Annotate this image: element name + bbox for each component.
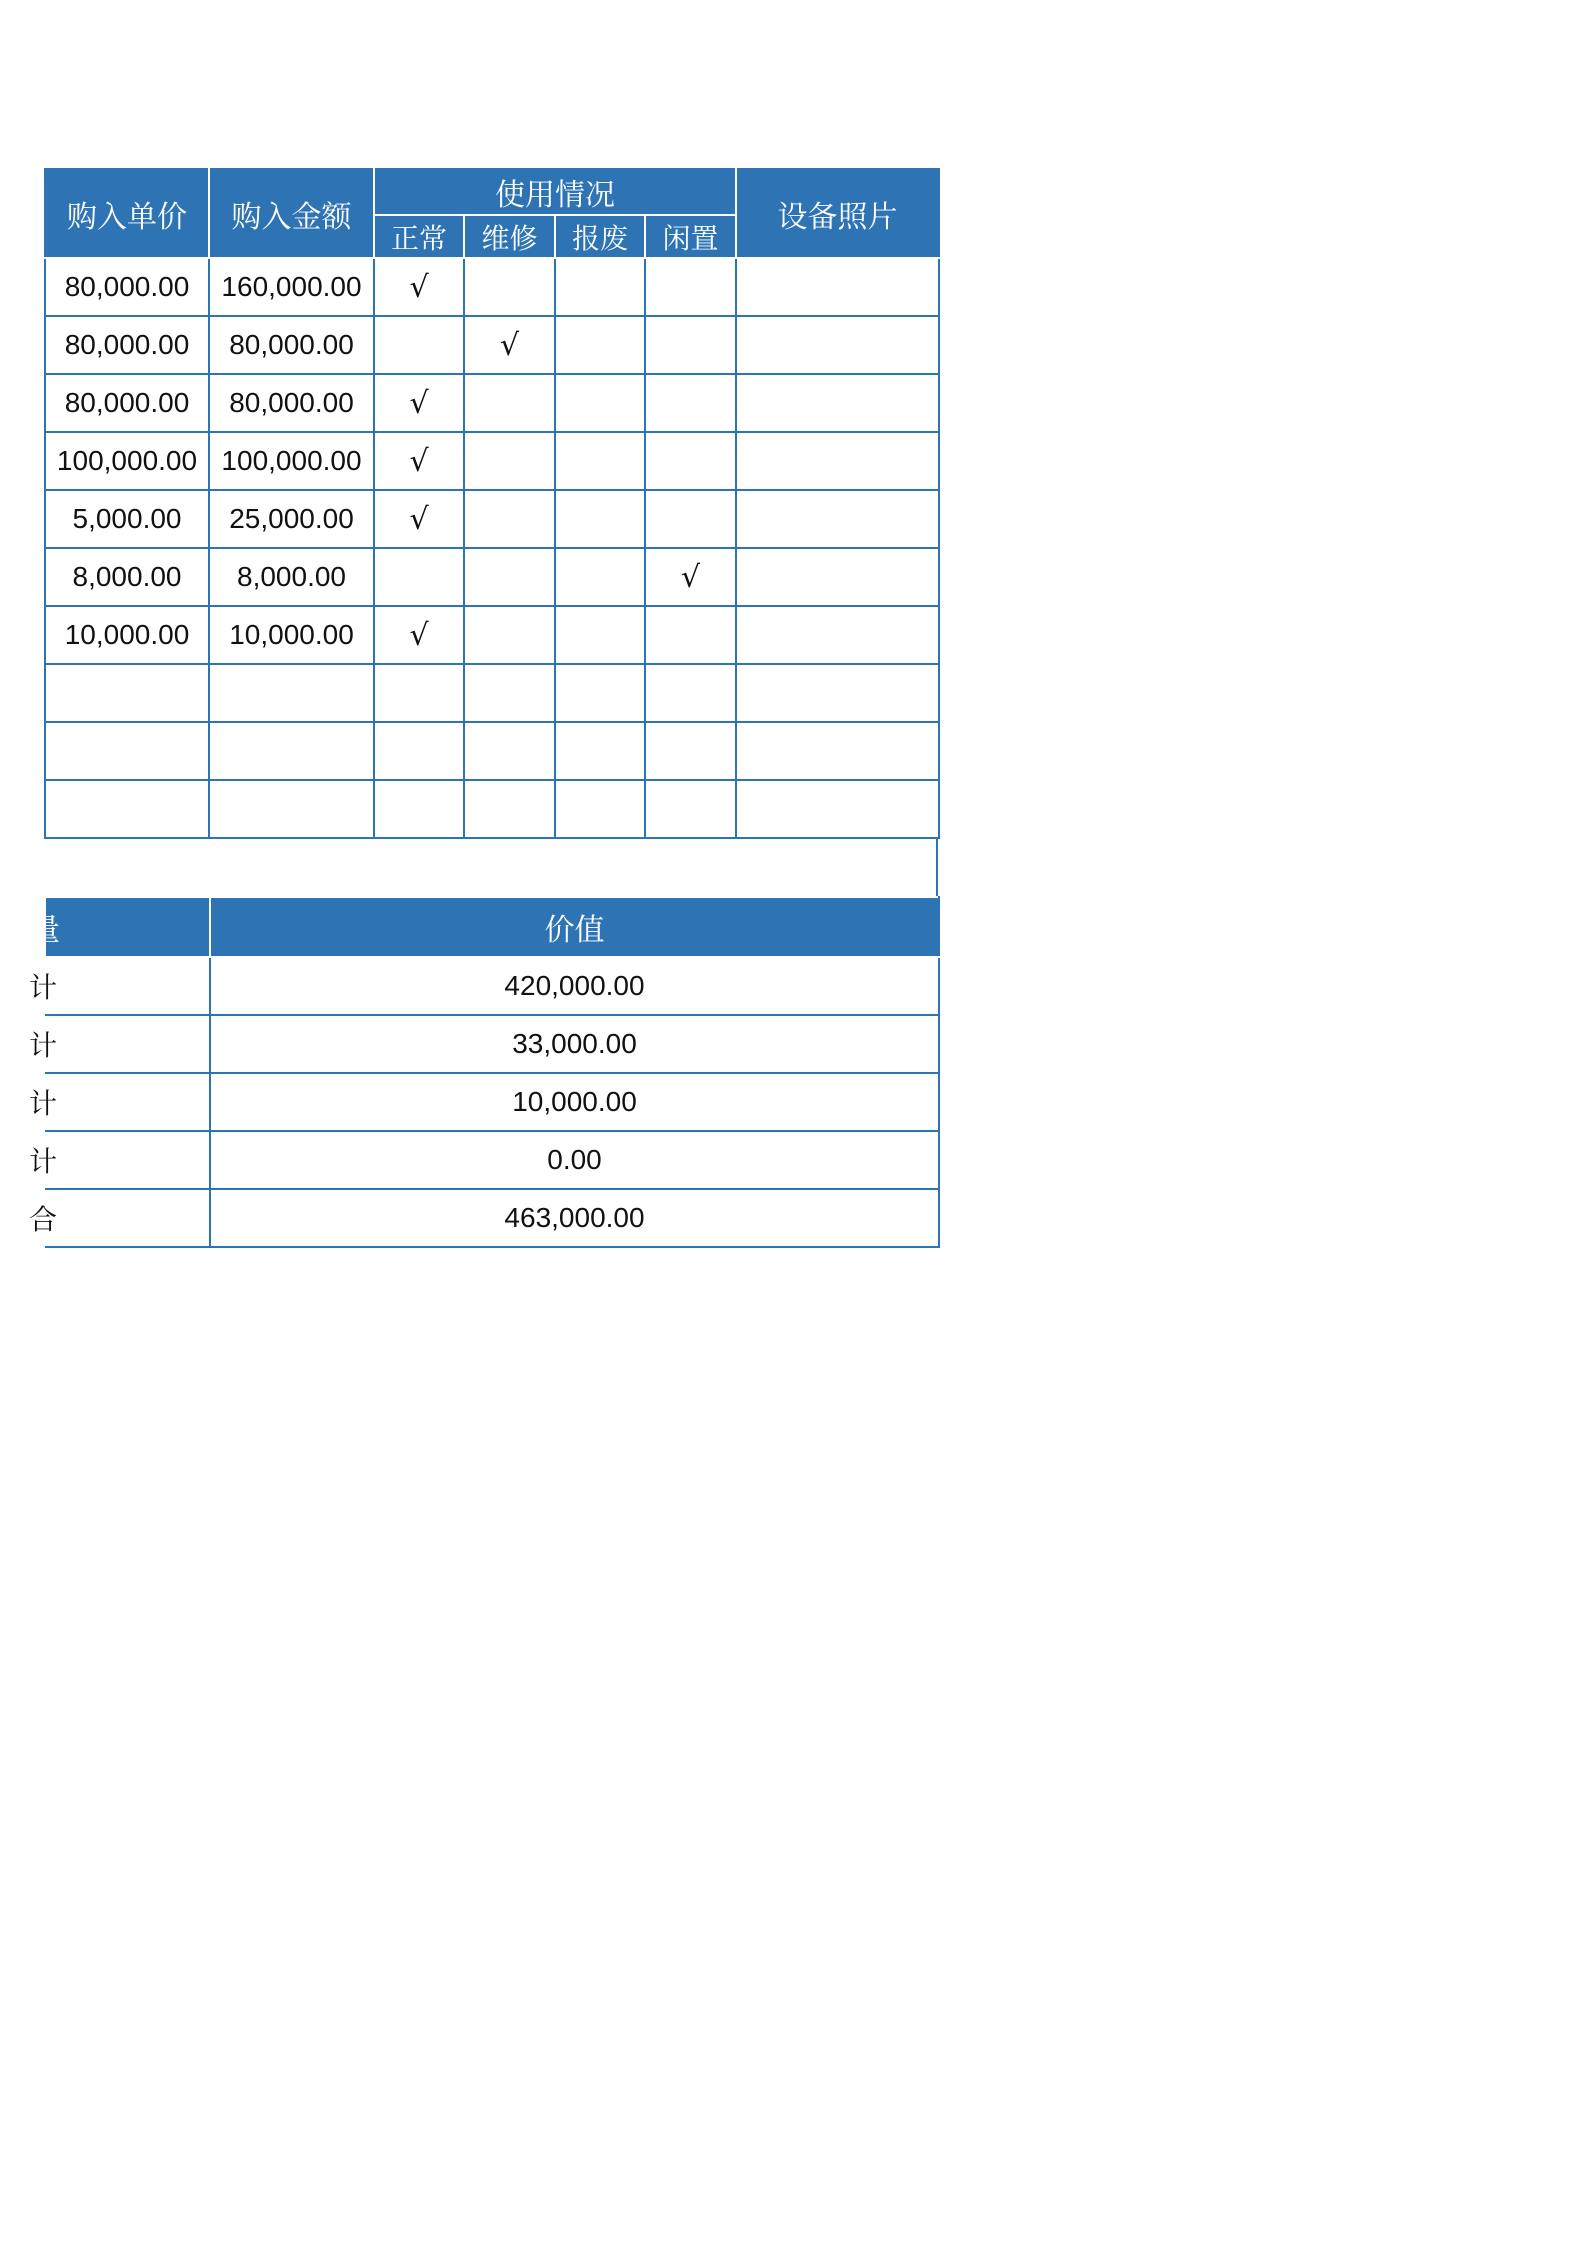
idle-cell [645,432,736,490]
scrap-cell [555,606,645,664]
unit-price-cell: 80,000.00 [45,374,209,432]
idle-cell [645,258,736,316]
repair-cell [464,490,555,548]
idle-cell [645,606,736,664]
normal-cell [374,664,464,722]
idle-cell [645,490,736,548]
value-cell: 0.00 [210,1131,939,1189]
table-row [45,780,939,838]
repair-cell [464,258,555,316]
header-idle: 闲置 [645,215,736,258]
value-cell: 33,000.00 [210,1015,939,1073]
header-repair: 维修 [464,215,555,258]
header-unit-price: 购入单价 [45,169,209,258]
photo-cell [736,664,939,722]
label-cell-clipped: 计 [45,1015,210,1073]
amount-cell: 80,000.00 [209,316,374,374]
label-cell-clipped: 合 [45,1189,210,1247]
summary-table-body [29,957,939,1247]
table-row [45,490,939,548]
repair-cell: √ [464,316,555,374]
photo-cell [736,432,939,490]
summary-table [29,896,940,1248]
table-gap-border [936,838,938,896]
amount-cell: 10,000.00 [209,606,374,664]
photo-cell [736,374,939,432]
unit-price-cell: 80,000.00 [45,316,209,374]
scrap-cell [555,258,645,316]
repair-cell [464,432,555,490]
header-normal: 正常 [374,215,464,258]
table-row [45,432,939,490]
table-row [45,258,939,316]
normal-cell: √ [374,432,464,490]
amount-cell [209,722,374,780]
header-photo: 设备照片 [736,169,939,258]
repair-cell [464,780,555,838]
idle-cell [645,374,736,432]
table-row [45,957,939,1015]
repair-cell [464,606,555,664]
photo-cell [736,606,939,664]
normal-cell [374,722,464,780]
header-amount: 购入金额 [209,169,374,258]
scrap-cell [555,432,645,490]
scrap-cell [555,664,645,722]
scrap-cell [555,548,645,606]
photo-cell [736,316,939,374]
normal-cell [374,316,464,374]
repair-cell [464,664,555,722]
table-row [45,548,939,606]
normal-cell: √ [374,490,464,548]
amount-cell: 160,000.00 [209,258,374,316]
scrap-cell [555,722,645,780]
photo-cell [736,722,939,780]
unit-price-cell: 100,000.00 [45,432,209,490]
table-row [45,1073,939,1131]
idle-cell [645,722,736,780]
idle-cell: √ [645,548,736,606]
header-quantity-clipped: 量 [45,897,210,957]
photo-cell [736,780,939,838]
idle-cell [645,316,736,374]
value-cell: 463,000.00 [210,1189,939,1247]
label-cell-clipped: 计 [45,957,210,1015]
repair-cell [464,722,555,780]
table-row [45,722,939,780]
value-cell: 10,000.00 [210,1073,939,1131]
table-row [45,606,939,664]
table-row [45,316,939,374]
unit-price-cell: 8,000.00 [45,548,209,606]
normal-cell: √ [374,258,464,316]
value-cell: 420,000.00 [210,957,939,1015]
amount-cell: 100,000.00 [209,432,374,490]
scrap-cell [555,374,645,432]
label-cell-clipped: 计 [45,1131,210,1189]
table-row [45,1015,939,1073]
table-row [45,1189,939,1247]
amount-cell [209,780,374,838]
unit-price-cell [45,780,209,838]
amount-cell [209,664,374,722]
unit-price-cell [45,664,209,722]
idle-cell [645,664,736,722]
scrap-cell [555,490,645,548]
idle-cell [645,780,736,838]
header-scrap: 报废 [555,215,645,258]
scrap-cell [555,316,645,374]
table-row [45,374,939,432]
normal-cell: √ [374,374,464,432]
amount-cell: 80,000.00 [209,374,374,432]
equipment-table-body [45,258,939,838]
scrap-cell [555,780,645,838]
table-row [45,1131,939,1189]
normal-cell [374,548,464,606]
photo-cell [736,548,939,606]
header-value: 价值 [210,897,939,957]
amount-cell: 25,000.00 [209,490,374,548]
label-cell-clipped: 计 [45,1073,210,1131]
unit-price-cell: 80,000.00 [45,258,209,316]
repair-cell [464,374,555,432]
unit-price-cell: 5,000.00 [45,490,209,548]
normal-cell [374,780,464,838]
table-row [45,664,939,722]
header-usage: 使用情况 [374,169,736,215]
unit-price-cell: 10,000.00 [45,606,209,664]
photo-cell [736,490,939,548]
repair-cell [464,548,555,606]
equipment-table [44,168,940,839]
normal-cell: √ [374,606,464,664]
amount-cell: 8,000.00 [209,548,374,606]
photo-cell [736,258,939,316]
unit-price-cell [45,722,209,780]
